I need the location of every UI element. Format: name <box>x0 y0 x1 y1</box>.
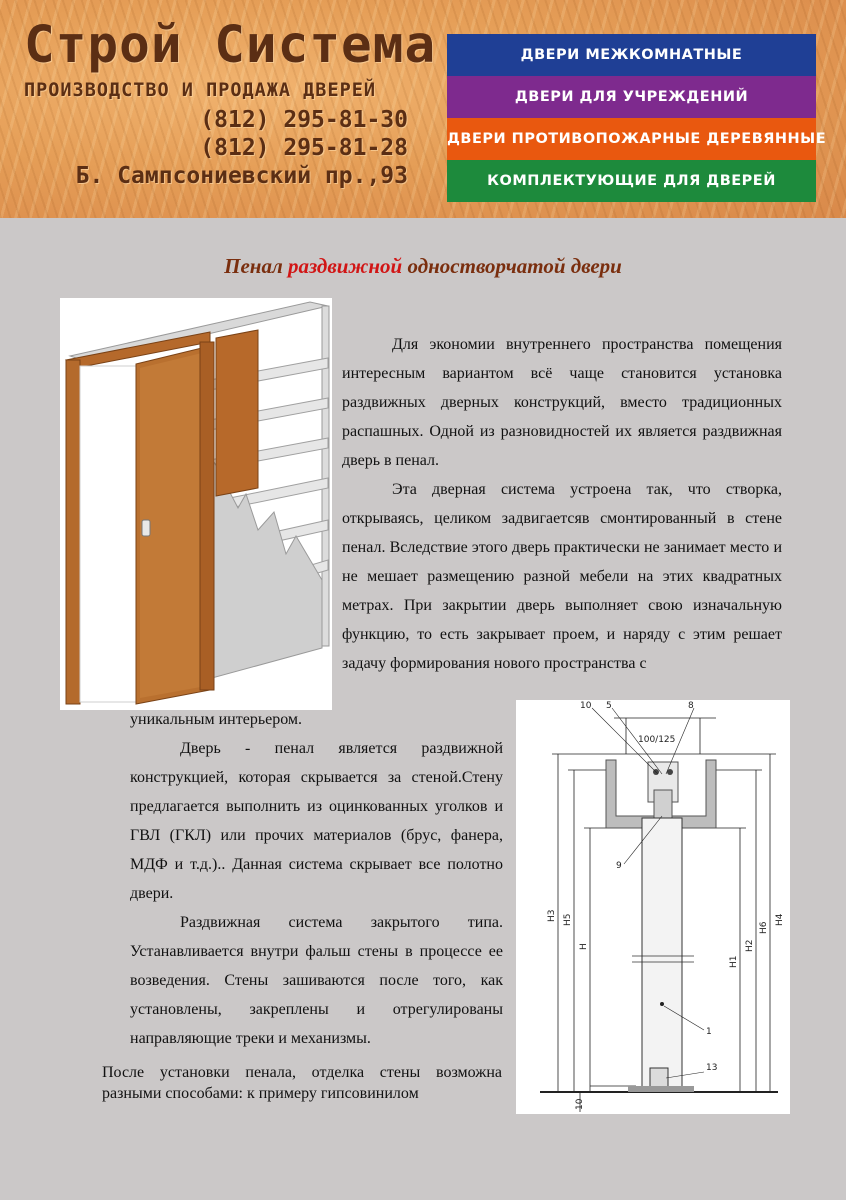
paragraph-1: Для экономии внутреннего пространства помещения интересным вариантом всё чаще становится установка раздвижных дверных конструкций, вместо традиционных распашных. Одной из разновидностей их является раздвижная дверь в пенал. <box>342 336 782 469</box>
label-H: H <box>579 943 589 950</box>
text-column-right <box>342 330 782 678</box>
paragraph-3: Дверь - пенал является раздвижной конструкцией, которая скрывается за стеной.Стену предлагается выполнить из оцинкованных уголков и ГВЛ (ГКЛ) или прочих материалов (брус, фанера, МДФ и т.д.).. Данная система скрывает все полотно двери. <box>130 740 503 902</box>
text-column-left <box>130 734 503 1053</box>
label-H5: H5 <box>563 913 573 926</box>
header-banner <box>0 0 846 218</box>
label-H1: H1 <box>729 955 739 968</box>
category-nav <box>447 34 827 202</box>
sliding-door-cassette-illustration <box>60 298 332 710</box>
title-part-2: одностворчатой двери <box>402 254 622 278</box>
label-10-bottom: 10 <box>575 1098 585 1110</box>
paragraph-2-ending: уникальным интерьером. <box>130 711 303 728</box>
nav-fire-doors[interactable]: ДВЕРИ ПРОТИВОПОЖАРНЫЕ ДЕРЕВЯННЫЕ <box>447 118 816 160</box>
label-H4: H4 <box>775 913 785 926</box>
label-5: 5 <box>606 701 612 711</box>
paragraph-2-ending-block <box>130 705 510 734</box>
label-H6: H6 <box>759 921 769 934</box>
address: Б. Сампсониевский пр.,93 <box>75 163 408 189</box>
paragraph-5-block <box>102 1062 502 1104</box>
brand-title: Строй Система <box>24 16 437 75</box>
paragraph-2: Эта дверная система устроена так, что створка, открываясь, целиком задвигаетсяв смонтированный в стене пенал. Вследствие этого дверь практически не занимает место и не мешает размещению разной мебели на этих квадратных метрах. При закрытии дверь выполняет свою изначальную функцию, то есть закрывает проем, и наряду с этим решает задачу формирования нового пространства с <box>342 481 782 672</box>
brand-block <box>24 16 437 190</box>
brand-subtitle: ПРОИЗВОДСТВО И ПРОДАЖА ДВЕРЕЙ <box>24 80 377 101</box>
label-size: 100/125 <box>638 735 676 745</box>
label-1: 1 <box>706 1027 712 1037</box>
phone-1: (812) 295-81-30 <box>200 107 408 133</box>
label-H3: H3 <box>547 909 557 922</box>
title-accent: раздвижной <box>288 254 403 278</box>
page-title <box>0 254 846 279</box>
paragraph-5: После установки пенала, отделка стены возможна разными способами: к примеру гипсовинилом <box>102 1064 502 1102</box>
technical-diagram <box>516 700 790 1114</box>
nav-door-accessories[interactable]: КОМПЛЕКТУЮЩИЕ ДЛЯ ДВЕРЕЙ <box>447 160 816 202</box>
nav-institution-doors[interactable]: ДВЕРИ ДЛЯ УЧРЕЖДЕНИЙ <box>447 76 816 118</box>
label-H2: H2 <box>745 939 755 952</box>
title-part-1: Пенал <box>224 254 288 278</box>
nav-interior-doors[interactable]: ДВЕРИ МЕЖКОМНАТНЫЕ <box>447 34 816 76</box>
phone-2: (812) 295-81-28 <box>200 135 408 161</box>
paragraph-4: Раздвижная система закрытого типа. Устанавливается внутри фальш стены в процессе ее возведения. Стены зашиваются после того, как установлены, закреплены и отрегулированы направляющие треки и механизмы. <box>130 914 503 1047</box>
label-9: 9 <box>616 861 622 871</box>
label-8: 8 <box>688 701 694 711</box>
label-10-top: 10 <box>580 701 592 711</box>
label-13: 13 <box>706 1063 718 1073</box>
